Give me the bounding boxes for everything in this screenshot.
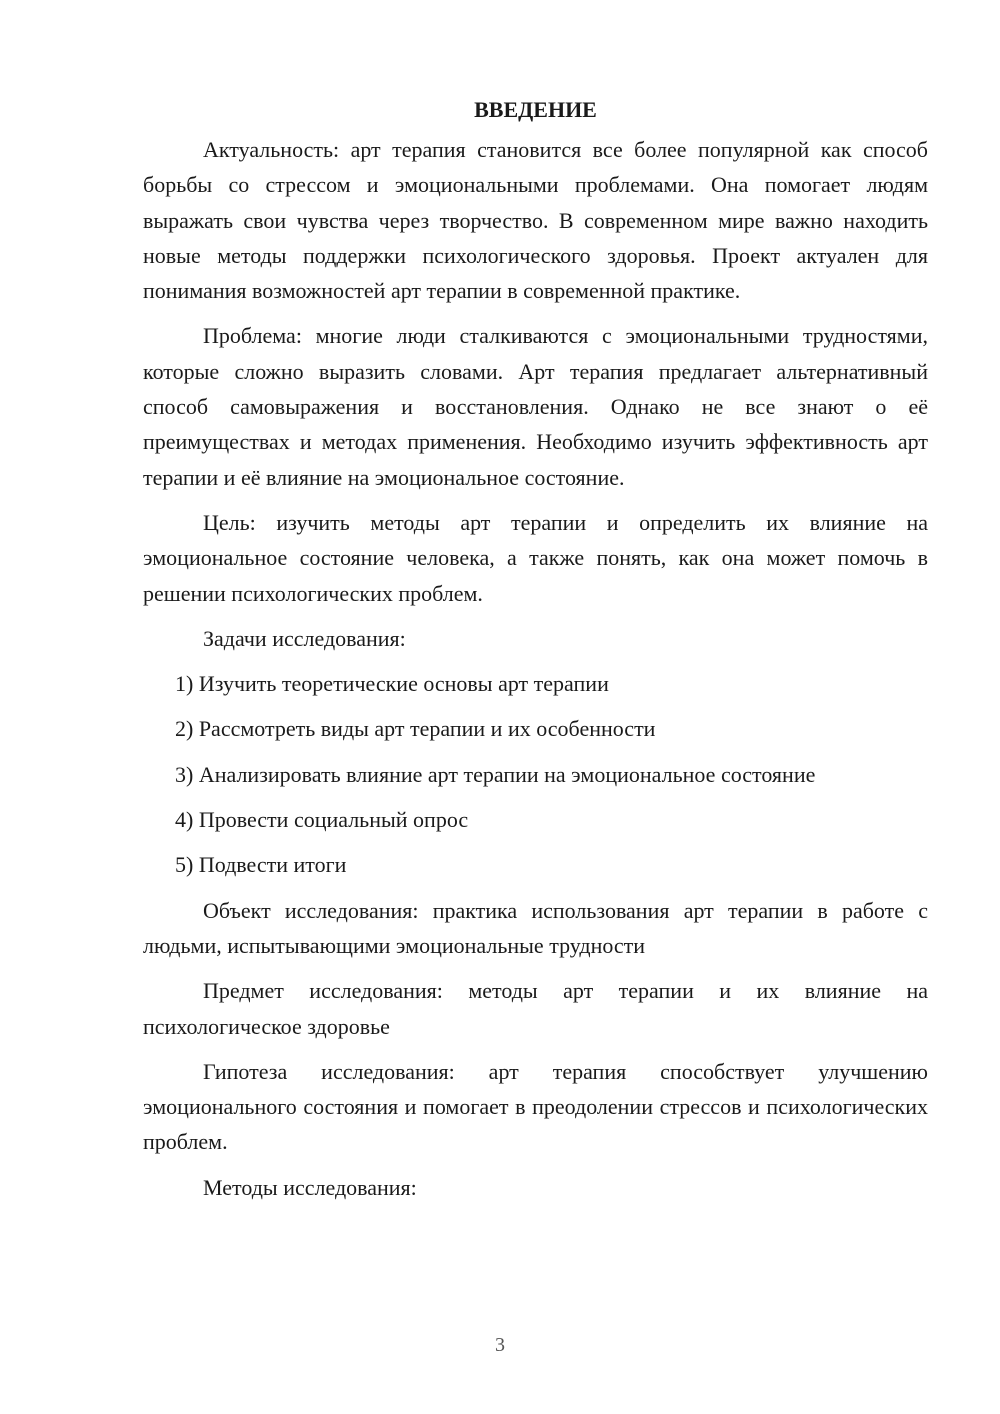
problem-paragraph: Проблема: многие люди сталкиваются с эмоциональными трудностями, которые сложно выразить словами. Арт терапия предлагает альтернативный способ самовыражения и восстановления. Однако не все знают о её преимуществах и методах применения. Необходимо изучить эффективность арт терапии и её влияние на эмоциональное состояние. [143, 323, 928, 490]
relevance-paragraph: Актуальность: арт терапия становится все более популярной как способ борьбы со стрессом и эмоциональными проблемами. Она помогает людям выражать свои чувства через творчество. В современном мире важно находить новые методы поддержки психологического здоровья. Проект актуален для понимания возможностей арт терапии в современной практике. [143, 137, 928, 304]
hypothesis-paragraph: Гипотеза исследования: арт терапия способствует улучшению эмоционального состояния и помогает в преодолении стрессов и психологических проблем. [143, 1058, 928, 1155]
list-item: 2) Рассмотреть виды арт терапии и их особенности [175, 716, 656, 742]
document-page [143, 92, 928, 1215]
methods-heading: Методы исследования: [203, 1174, 417, 1200]
section-title: ВВЕДЕНИЕ [474, 97, 597, 122]
tasks-list [143, 666, 928, 882]
tasks-heading: Задачи исследования: [203, 625, 406, 651]
list-item: 4) Провести социальный опрос [175, 807, 469, 833]
list-item: 5) Подвести итоги [175, 852, 347, 878]
object-paragraph: Объект исследования: практика использования арт терапии в работе с людьми, испытывающими эмоциональные трудности [143, 897, 928, 958]
list-item: 1) Изучить теоретические основы арт терапии [175, 671, 609, 697]
goal-paragraph: Цель: изучить методы арт терапии и определить их влияние на эмоциональное состояние человека, а также понять, как она может помочь в решении психологических проблем. [143, 509, 928, 606]
page-number: 3 [495, 1334, 505, 1356]
subject-paragraph: Предмет исследования: методы арт терапии и их влияние на психологическое здоровье [143, 978, 928, 1039]
list-item: 3) Анализировать влияние арт терапии на эмоциональное состояние [175, 761, 816, 787]
